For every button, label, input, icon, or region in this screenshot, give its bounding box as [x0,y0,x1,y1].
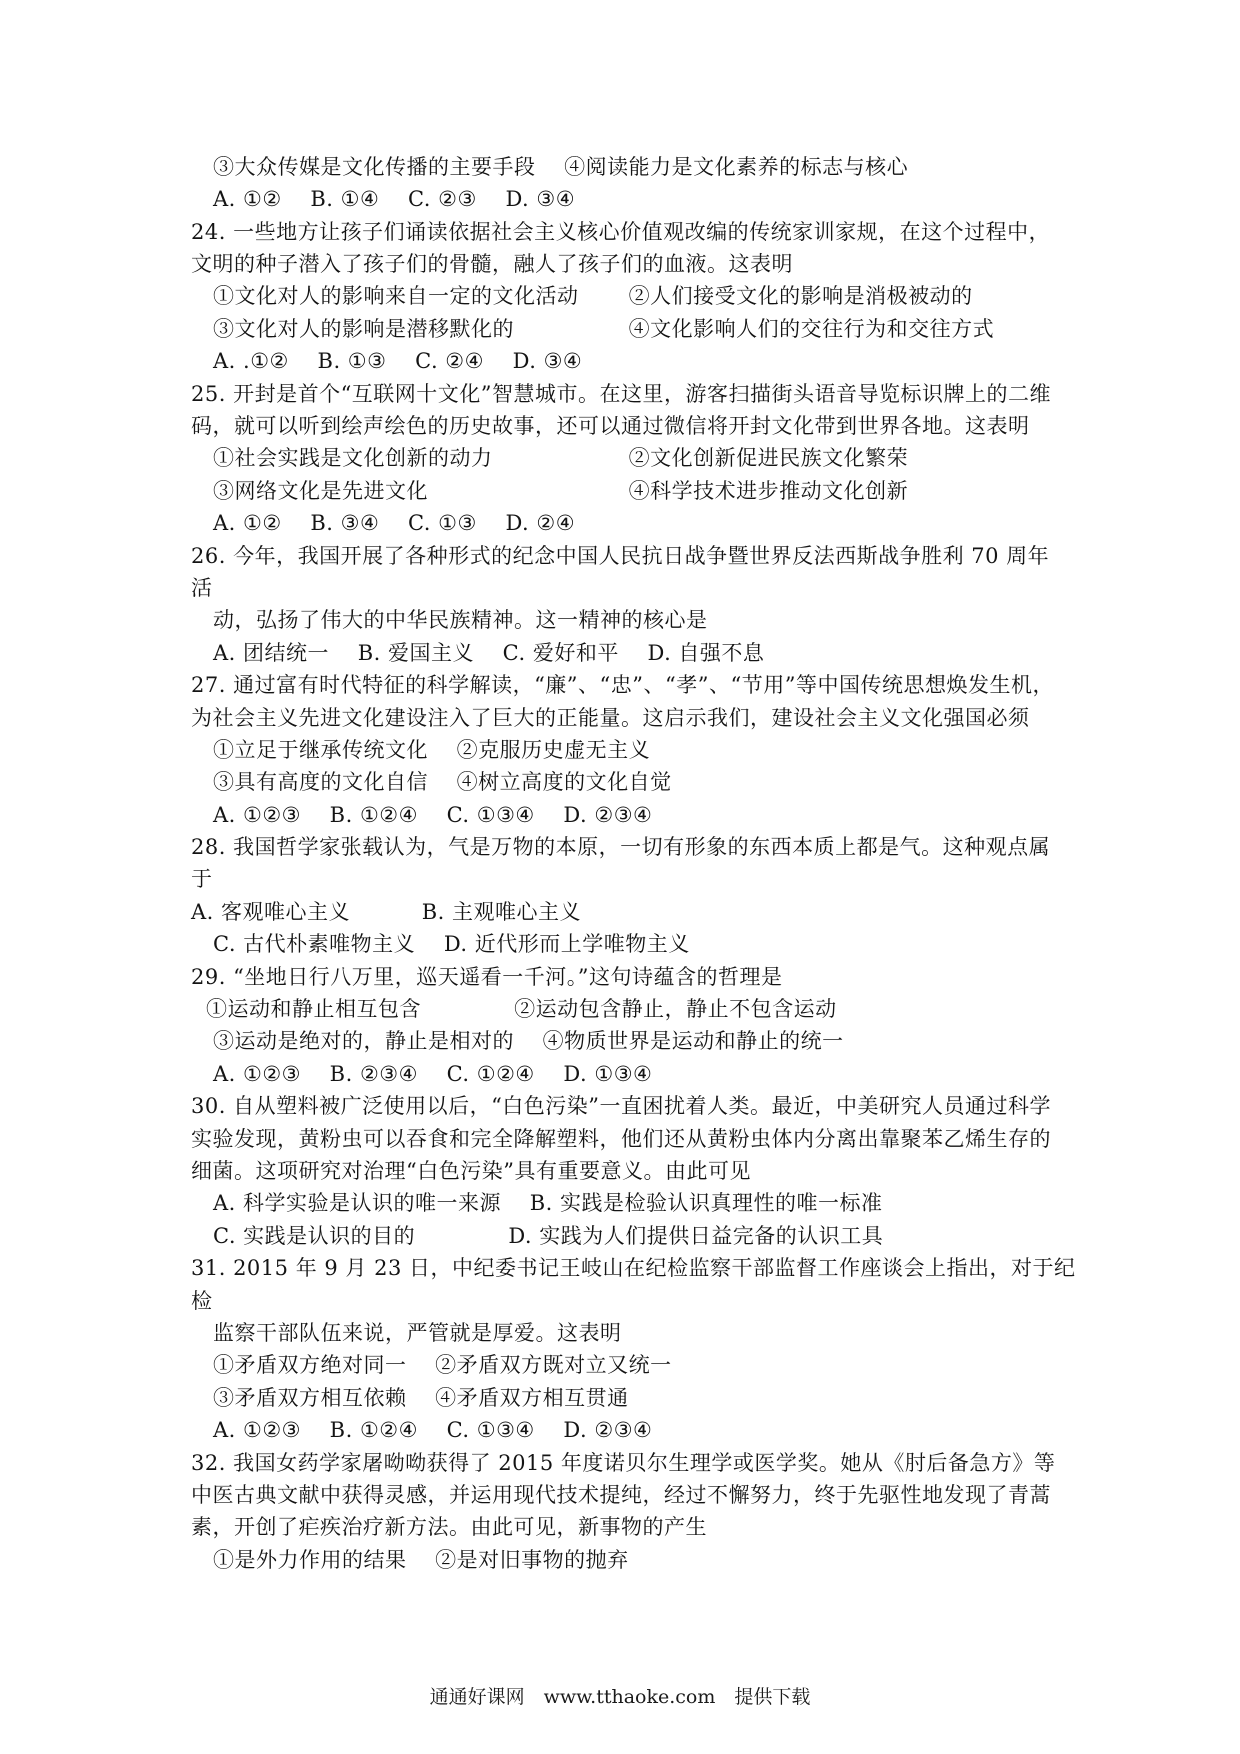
option-line: ③具有高度的文化自信 ④树立高度的文化自觉 [213,770,672,794]
question-text: 文明的种子潜入了孩子们的骨髓，融人了孩子们的血液。这表明 [191,252,793,276]
question-text: 检 [191,1289,213,1313]
question-text: 于 [191,867,213,891]
question-text: 监察干部队伍来说，严管就是厚爱。这表明 [213,1321,622,1345]
option-line: ③矛盾双方相互依赖 ④矛盾双方相互贯通 [213,1386,629,1410]
option-line: ①是外力作用的结果 ②是对旧事物的抛弃 [213,1548,629,1572]
answer-choices: A. 团结统一 B. 爱国主义 C. 爱好和平 D. 自强不息 [213,641,765,665]
question-25: 25. 开封是首个“互联网十文化”智慧城市。在这里，游客扫描街头语音导览标识牌上的二维 [191,382,1052,406]
option-line: ①矛盾双方绝对同一 ②矛盾双方既对立又统一 [213,1353,672,1377]
question-28: 28. 我国哲学家张载认为，气是万物的本原，一切有形象的东西本质上都是气。这种观点属 [191,835,1051,859]
question-text: 码，就可以听到绘声绘色的历史故事，还可以通过微信将开封文化带到世界各地。这表明 [191,414,1030,438]
question-30: 30. 自从塑料被广泛使用以后，“白色污染”一直困扰着人类。最近，中美研究人员通过科学 [191,1094,1052,1118]
answer-choices: A. ①② B. ①④ C. ②③ D. ③④ [213,187,576,211]
answer-choices: A. ①②③ B. ①②④ C. ①③④ D. ②③④ [213,1418,653,1442]
option-line: ③文化对人的影响是潜移默化的 ④文化影响人们的交往行为和交往方式 [213,317,995,341]
question-24: 24. 一些地方让孩子们诵读依据社会主义核心价值观改编的传统家训家规，在这个过程中， [191,220,1051,244]
answer-choices: A. ①②③ B. ①②④ C. ①③④ D. ②③④ [213,803,653,827]
question-26: 26. 今年，我国开展了各种形式的纪念中国人民抗日战争暨世界反法西斯战争胜利 70 周年 [191,544,1050,568]
question-31: 31. 2015 年 9 月 23 日，中纪委书记王岐山在纪检监察干部监督工作座谈会上指出，对于纪 [191,1256,1076,1280]
option-line: ③网络文化是先进文化 ④科学技术进步推动文化创新 [213,479,909,503]
option-line: ①立足于继承传统文化 ②克服历史虚无主义 [213,738,651,762]
question-text: 素，开创了疟疾治疗新方法。由此可见，新事物的产生 [191,1515,707,1539]
question-text: 细菌。这项研究对治理“白色污染”具有重要意义。由此可见 [191,1159,751,1183]
answer-choices: A. .①② B. ①③ C. ②④ D. ③④ [213,349,583,373]
answer-choices: C. 古代朴素唯物主义 D. 近代形而上学唯物主义 [213,932,690,956]
option-line: ③运动是绝对的，静止是相对的 ④物质世界是运动和静止的统一 [213,1029,844,1053]
question-29: 29. “坐地日行八万里，巡天遥看一千河。”这句诗蕴含的哲理是 [191,965,783,989]
answer-choices: C. 实践是认识的目的 D. 实践为人们提供日益完备的认识工具 [213,1224,884,1248]
answer-choices: A. 科学实验是认识的唯一来源 B. 实践是检验认识真理性的唯一标准 [213,1191,883,1215]
question-text: 为社会主义先进文化建设注入了巨大的正能量。这启示我们，建设社会主义文化强国必须 [191,706,1030,730]
question-text: 中医古典文献中获得灵感，并运用现代技术提纯，经过不懈努力，终于先驱性地发现了青蒿 [191,1483,1051,1507]
question-32: 32. 我国女药学家屠呦呦获得了 2015 年度诺贝尔生理学或医学奖。她从《肘后备急方》等 [191,1451,1056,1475]
question-text: 动，弘扬了伟大的中华民族精神。这一精神的核心是 [213,608,708,632]
answer-choices: A. ①② B. ③④ C. ①③ D. ②④ [213,511,576,535]
question-text: 实验发现，黄粉虫可以吞食和完全降解塑料，他们还从黄粉虫体内分离出靠聚苯乙烯生存的 [191,1127,1051,1151]
question-27: 27. 通过富有时代特征的科学解读，“廉”、“忠”、“孝”、“节用”等中国传统思想焕发生机， [191,673,1054,697]
answer-choices: A. 客观唯心主义 B. 主观唯心主义 [191,900,581,924]
answer-choices: A. ①②③ B. ②③④ C. ①②④ D. ①③④ [213,1062,653,1086]
question-text: 活 [191,576,213,600]
page-footer: 通通好课网 www.tthaoke.com 提供下载 [429,1686,811,1708]
option-line: ①文化对人的影响来自一定的文化活动 ②人们接受文化的影响是消极被动的 [213,284,973,308]
option-line: ①运动和静止相互包含 ②运动包含静止，静止不包含运动 [206,997,837,1021]
option-line: ③大众传媒是文化传播的主要手段 ④阅读能力是文化素养的标志与核心 [213,155,909,179]
option-line: ①社会实践是文化创新的动力 ②文化创新促进民族文化繁荣 [213,446,909,470]
